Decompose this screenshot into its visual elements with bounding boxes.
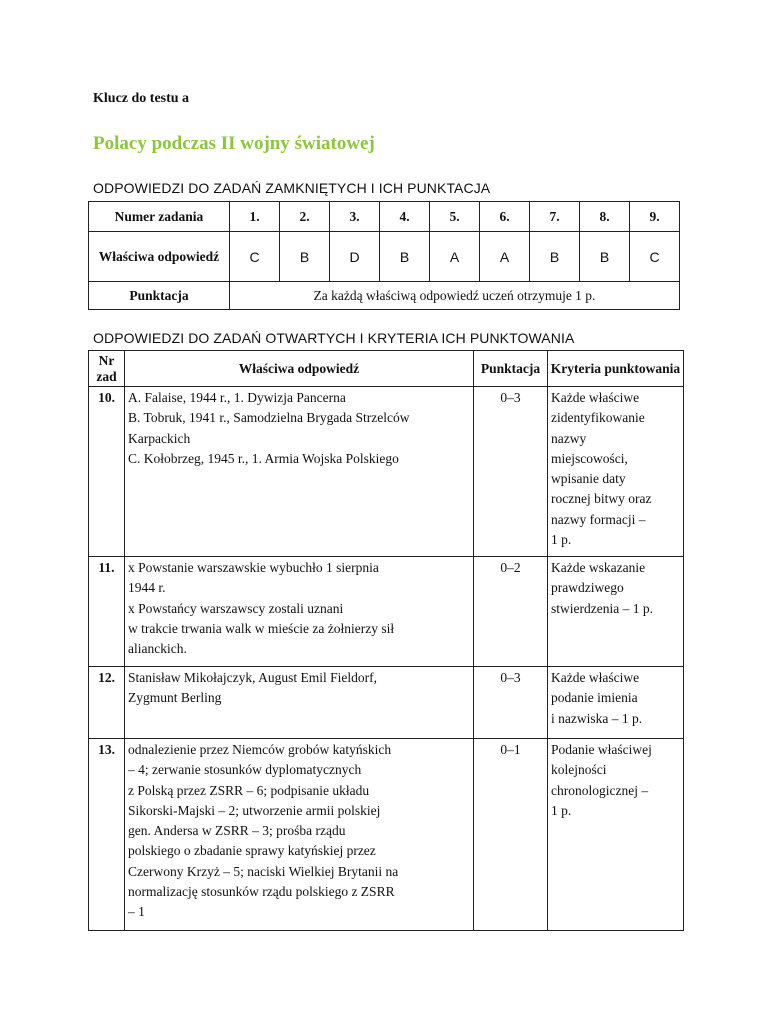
open-header-row [89,351,684,387]
task-nr: 13. [89,739,125,931]
col-answer-header: Właściwa odpowiedź [125,351,474,387]
answer-cell: B [580,232,630,282]
answer-cell: C [230,232,280,282]
answer-text [125,739,474,931]
score-range: 0–2 [474,557,548,667]
table-row [89,557,684,667]
closed-section-heading: ODPOWIEDZI DO ZADAŃ ZAMKNIĘTYCH I ICH PUNKTACJA [93,180,491,196]
task-number: 5. [430,202,480,232]
task-number: 4. [380,202,430,232]
answer-text [125,667,474,739]
criteria-line: 1 p. [551,532,572,548]
answer-cell: D [330,232,380,282]
task-nr: 11. [89,557,125,667]
answer-line: gen. Andersa w ZSRR – 3; prośba rządu [128,823,346,839]
criteria-line: podanie imienia [551,690,638,706]
answer-line: normalizację stosunków rządu polskiego z ZSRR [128,884,395,900]
criteria-line: Każde właściwe [551,670,640,685]
answer-line: Sikorski-Majski – 2; utworzenie armii polskiej [128,802,381,818]
answer-line: C. Kołobrzeg, 1945 r., 1. Armia Wojska Polskiego [128,450,399,466]
answer-cell: C [630,232,680,282]
answer-line: Czerwony Krzyż – 5; naciski Wielkiej Brytanii na [128,863,399,879]
criteria-line: Każde wskazanie [551,560,646,575]
col-score-header: Punktacja [474,351,548,387]
criteria-line: rocznej bitwy oraz [551,491,652,507]
answer-line: x Powstanie warszawskie wybuchło 1 sierpnia [128,560,379,575]
answer-cell: B [380,232,430,282]
answer-line: w trakcie trwania walk w mieście za żołnierzy sił [128,620,395,636]
criteria-line: nazwy [551,430,587,446]
score-range: 0–3 [474,667,548,739]
answer-text [125,557,474,667]
criteria-line: i nazwiska – 1 p. [551,710,643,726]
answer-line: x Powstańcy warszawscy zostali uznani [128,600,344,616]
answer-line: odnalezienie przez Niemców grobów katyńskich [128,742,392,757]
criteria-text [548,739,684,931]
criteria-text [548,557,684,667]
answer-text [125,387,474,557]
criteria-line: Podanie właściwej [551,742,652,757]
task-nr: 12. [89,667,125,739]
score-range: 0–3 [474,387,548,557]
answer-line: polskiego o zbadanie sprawy katyńskiej przez [128,843,376,859]
table-row [89,739,684,931]
answer-cell: A [430,232,480,282]
numbers-row [89,202,680,232]
task-number: 6. [480,202,530,232]
criteria-line: nazwy formacji – [551,511,646,527]
criteria-line: chronologicznej – [551,782,649,798]
answer-line: z Polską przez ZSRR – 6; podpisanie układu [128,782,370,798]
criteria-text [548,667,684,739]
criteria-text [548,387,684,557]
criteria-line: zidentyfikowanie [551,410,645,426]
col-criteria-header: Kryteria punktowania [548,351,684,387]
table-row [89,667,684,739]
answers-row [89,232,680,282]
open-section-heading: ODPOWIEDZI DO ZADAŃ OTWARTYCH I KRYTERIA ICH PUNKTOWANIA [93,330,575,346]
answer-line: 1944 r. [128,580,166,596]
col-nr-header: Nr zad [89,351,125,387]
open-answers-table [88,350,684,931]
criteria-line: stwierdzenia – 1 p. [551,600,653,616]
criteria-line: wpisanie daty [551,471,626,487]
answer-line: B. Tobruk, 1941 r., Samodzielna Brygada Strzelców [128,410,410,426]
task-number: 2. [280,202,330,232]
answer-line: Stanisław Mikołajczyk, August Emil Fieldorf, [128,670,377,685]
scoring-text: Za każdą właściwą odpowiedź uczeń otrzymuje 1 p. [230,282,680,310]
criteria-line: Każde właściwe [551,390,640,405]
answer-line: Karpackich [128,430,191,446]
table-row [89,387,684,557]
answers-row-label: Właściwa odpowiedź [89,232,230,282]
task-number: 7. [530,202,580,232]
criteria-line: prawdziwego [551,580,624,596]
scoring-row-label: Punktacja [89,282,230,310]
answer-cell: A [480,232,530,282]
task-nr: 10. [89,387,125,557]
score-range: 0–1 [474,739,548,931]
answer-line: alianckich. [128,641,187,657]
criteria-line: kolejności [551,762,607,778]
scoring-row [89,282,680,310]
numbers-row-label: Numer zadania [89,202,230,232]
task-number: 1. [230,202,280,232]
answer-line: – 1 [128,904,145,920]
answer-line: Zygmunt Berling [128,690,222,706]
criteria-line: 1 p. [551,802,572,818]
answer-line: A. Falaise, 1944 r., 1. Dywizja Pancerna [128,390,346,405]
criteria-line: miejscowości, [551,450,628,466]
closed-answers-table [88,201,680,310]
task-number: 8. [580,202,630,232]
document-label: Klucz do testu a [93,91,190,106]
task-number: 9. [630,202,680,232]
answer-line: – 4; zerwanie stosunków dyplomatycznych [128,762,362,778]
answer-cell: B [530,232,580,282]
task-number: 3. [330,202,380,232]
page-title: Polacy podczas II wojny światowej [93,133,375,154]
answer-cell: B [280,232,330,282]
